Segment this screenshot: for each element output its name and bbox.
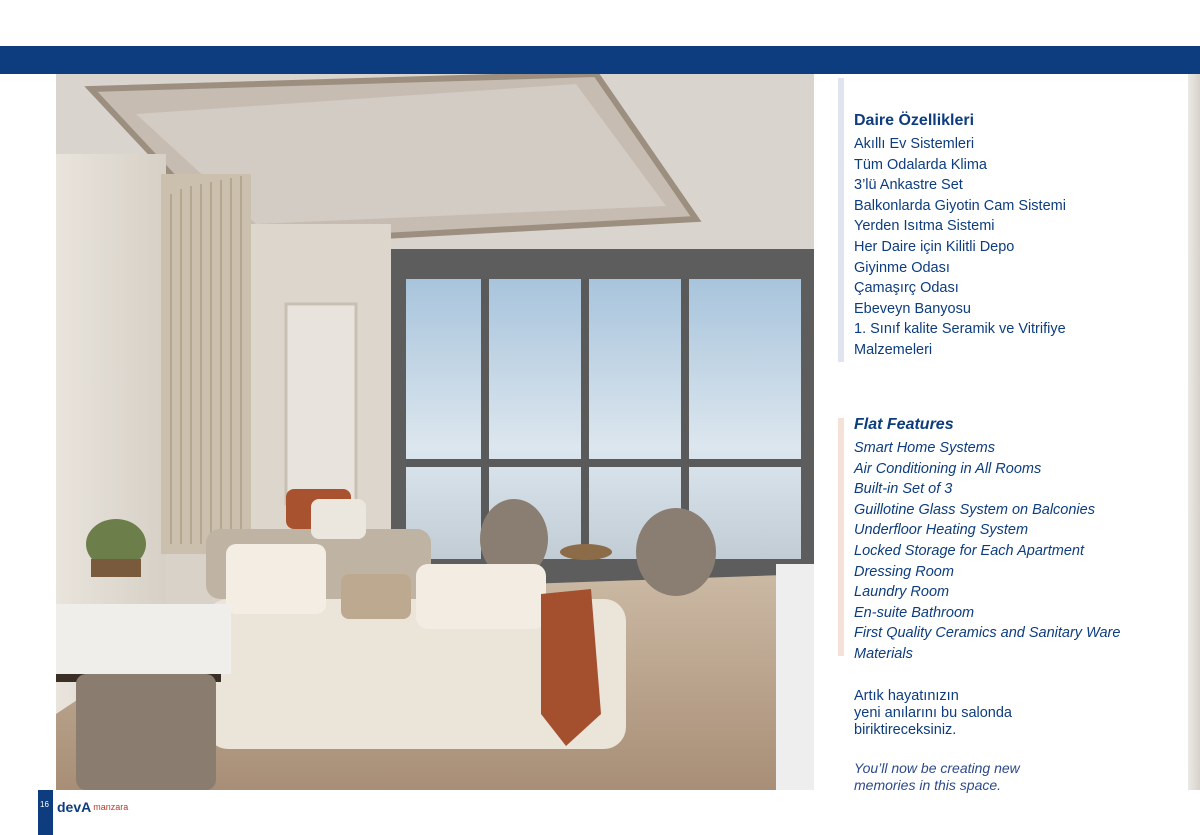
features-tr-item: Balkonlarda Giyotin Cam Sistemi: [854, 197, 1066, 214]
tagline-en-line: You’ll now be creating new: [854, 760, 1020, 776]
page-number: 16: [40, 800, 49, 809]
logo-primary: devA: [57, 799, 92, 815]
features-tr-item: Giyinme Odası: [854, 259, 950, 276]
features-en-item: En-suite Bathroom: [854, 604, 975, 621]
features-en-item: Materials: [854, 645, 913, 662]
features-tr-title: Daire Özellikleri: [854, 112, 975, 129]
living-room-photo: [56, 74, 814, 790]
features-en: [854, 416, 1174, 665]
page-number-tab: [38, 790, 53, 835]
features-en-item: Underfloor Heating System: [854, 522, 1029, 539]
features-tr: [854, 112, 1174, 361]
tagline-tr-line: Artık hayatınızın: [854, 688, 959, 704]
features-en-item: Laundry Room: [854, 584, 950, 601]
features-tr-item: Yerden Isıtma Sistemi: [854, 218, 995, 235]
features-en-item: Guillotine Glass System on Balconies: [854, 501, 1095, 518]
header-band: [0, 46, 1200, 74]
features-tr-item: Malzemeleri: [854, 341, 933, 358]
brand-logo: [57, 797, 128, 817]
features-tr-item: Ebeveyn Banyosu: [854, 300, 971, 317]
tagline-tr: [854, 688, 1094, 739]
features-en-item: Dressing Room: [854, 563, 954, 580]
features-tr-item: Akıllı Ev Sistemleri: [854, 136, 975, 152]
features-tr-item: Çamaşırç Odası: [854, 280, 959, 297]
features-en-title: Flat Features: [854, 416, 954, 433]
tagline-tr-line: biriktireceksiniz.: [854, 722, 957, 738]
next-page-edge: [1188, 74, 1200, 790]
features-tr-item: 3’lü Ankastre Set: [854, 177, 963, 194]
features-en-item: First Quality Ceramics and Sanitary Ware: [854, 625, 1121, 642]
features-tr-item: 1. Sınıf kalite Seramik ve Vitrifiye: [854, 321, 1066, 338]
features-tr-item: Her Daire için Kilitli Depo: [854, 238, 1015, 255]
features-en-item: Locked Storage for Each Apartment: [854, 542, 1084, 559]
features-en-item: Smart Home Systems: [854, 440, 995, 456]
tagline-en: [854, 760, 1094, 793]
logo-secondary: manzara: [93, 802, 129, 812]
tagline-en-line: memories in this space.: [854, 776, 1002, 793]
tagline-tr-line: yeni anılarını bu salonda: [854, 705, 1012, 721]
tr-accent-line: [838, 78, 844, 362]
features-en-item: Built-in Set of 3: [854, 481, 953, 498]
features-en-item: Air Conditioning in All Rooms: [854, 460, 1042, 477]
en-accent-line: [838, 418, 844, 656]
features-tr-item: Tüm Odalarda Klima: [854, 156, 987, 173]
